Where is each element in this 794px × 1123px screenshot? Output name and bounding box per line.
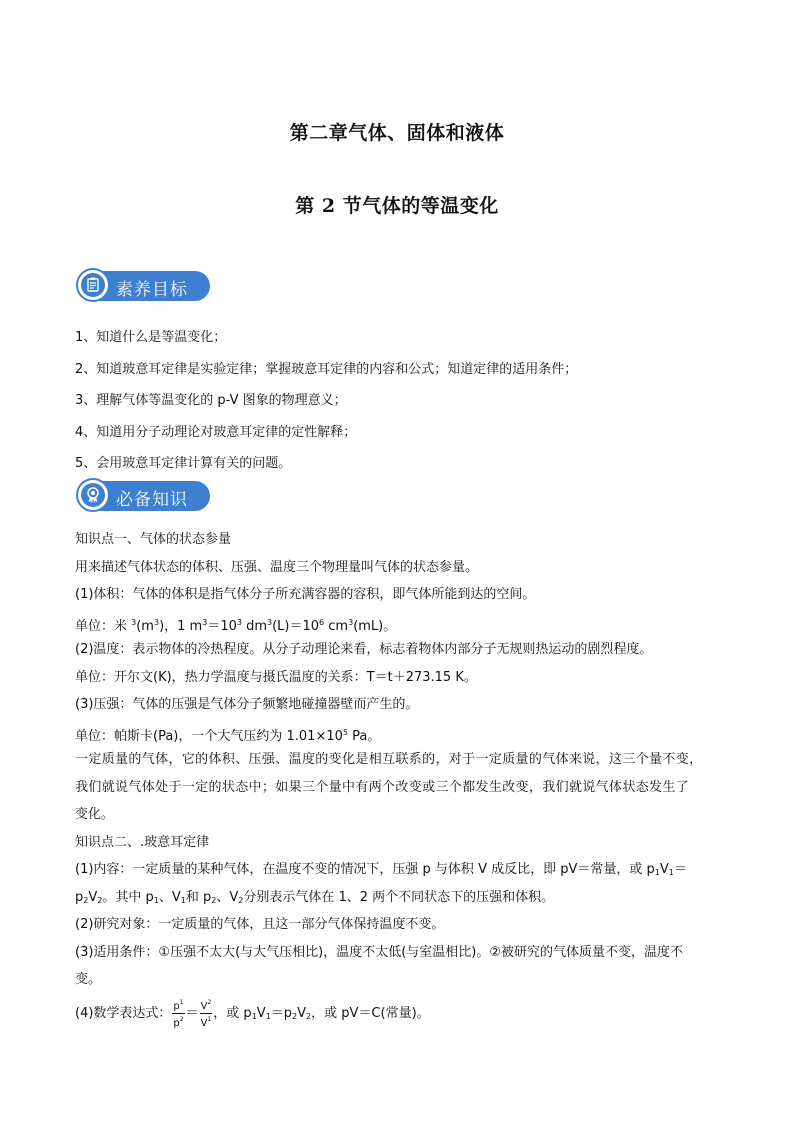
k2-content: (1)内容：一定质量的某种气体，在温度不变的情况下，压强 p 与体积 V 成反比，即 pV＝常量，或 $p_1V_1=$ [75,862,687,877]
k2-formula: (4)数学表达式： $\frac{p^1}{p^2}$ ＝ $\frac{V^2}{V^1}$ ，或 $p_1V_1=p_2V_2$，或 pV＝C(常量)。 [75,998,430,1029]
goal-item: 4、知道用分子动理论对玻意耳定律的定性解释； [75,424,357,440]
k2-conditions: (3)适用条件：①压强不太大(与大气压相比)，温度不太低(与室温相比)。②被研究的气体质量不变，温度不 [75,944,684,960]
fraction: $\frac{V^2}{V^1}$ [200,998,212,1029]
k2-content: $p_2V_2$。其中 $p_1$、$V_1$和 $p_2$、$V_2$分别表示气体在 1、2 两个不同状态下的压强和体积。 [75,889,555,905]
clipboard-icon [76,268,110,302]
section-title: 第 2 节气体的等温变化 [295,195,499,217]
goal-item: 3、理解气体等温变化的 p-V 图象的物理意义； [75,393,347,408]
k1-pressure-unit: 单位：帕斯卡(Pa)，一个大气压约为 $1.01\times 10^5$ Pa。 [75,727,381,744]
goal-item: 5、会用玻意耳定律计算有关的问题。 [75,456,292,471]
fraction: $\frac{p^1}{p^2}$ [173,998,184,1029]
goals-badge-label: 素养目标 [116,280,188,300]
k1-relation: 变化。 [75,807,115,822]
k1-heading: 知识点一、气体的状态参量 [75,532,232,547]
k1-temperature: (2)温度：表示物体的冷热程度。从分子动理论来看，标志着物体内部分子无规则热运动的剧烈程度。 [75,642,653,657]
knowledge-badge-label: 必备知识 [116,490,188,510]
k2-heading: 知识点二、.玻意耳定律 [75,834,210,850]
k1-intro: 用来描述气体状态的体积、压强、温度三个物理量叫气体的状态参量。 [75,559,479,575]
goals-list [75,322,725,480]
medal-icon [76,478,110,512]
k1-relation: 我们就说气体处于一定的状态中；如果三个量中有两个改变或三个都发生改变，我们就说气体状态发生了 [75,779,690,795]
goal-item: 1、知道什么是等温变化； [75,330,227,345]
k2-conditions: 变。 [75,972,102,987]
k1-temperature-unit: 单位：开尔文(K)，热力学温度与摄氏温度的关系：T＝t＋273.15 K。 [75,669,477,685]
k1-volume-unit: 单位：米 $^3(m^3)$，1 $m^3=10^3$ $dm^3(L)=10^6$ $cm^3(mL)$。 [75,617,397,634]
k1-volume: (1)体积：气体的体积是指气体分子所充满容器的容积，即气体所能到达的空间。 [75,587,536,602]
k1-pressure: (3)压强：气体的压强是气体分子频繁地碰撞器壁而产生的。 [75,697,419,712]
k1-relation: 一定质量的气体，它的体积、压强、温度的变化是相互联系的，对于一定质量的气体来说，这三个量不变， [75,752,703,767]
chapter-title: 第二章气体、固体和液体 [289,122,505,144]
knowledge-body [75,526,725,1032]
goal-item: 2、知道玻意耳定律是实验定律；掌握玻意耳定律的内容和公式；知道定律的适用条件； [75,361,578,377]
k2-object: (2)研究对象：一定质量的气体，且这一部分气体保持温度不变。 [75,917,445,932]
